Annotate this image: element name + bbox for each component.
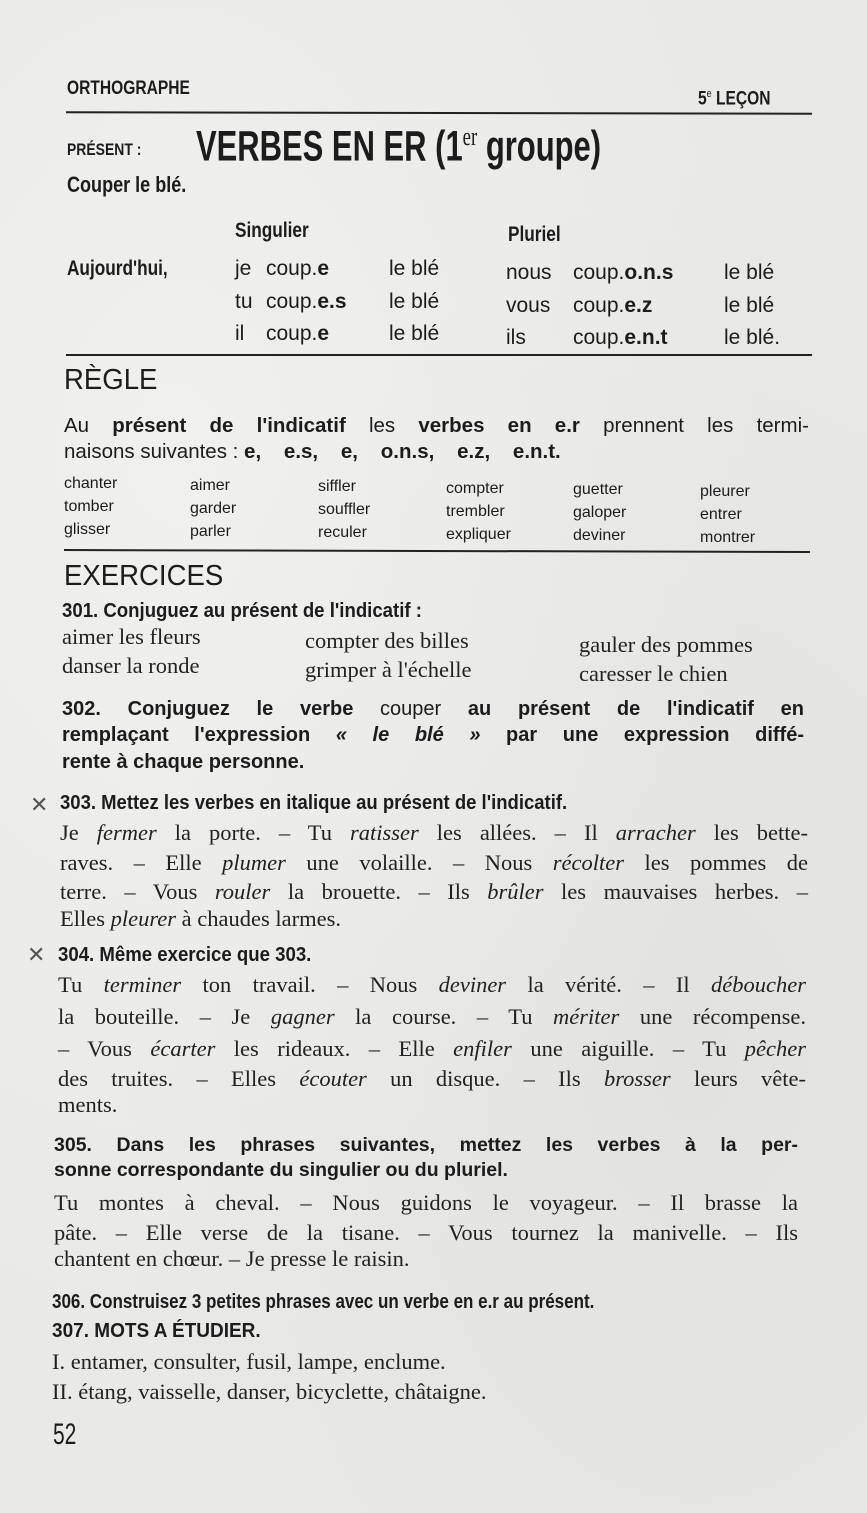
regle-title: RÈGLE bbox=[64, 364, 158, 396]
text-segment: un disque. – Ils bbox=[366, 1066, 604, 1091]
pronoun: nous bbox=[506, 261, 552, 284]
object: le blé bbox=[724, 294, 775, 317]
verb-form bbox=[573, 326, 668, 350]
text-segment: les mauvaises herbes. – bbox=[543, 879, 808, 904]
text-segment: la vérité. – Il bbox=[506, 972, 712, 997]
text-segment: à chaudes larmes. bbox=[176, 906, 341, 931]
text-segment: e.r bbox=[554, 414, 580, 437]
text-segment: par une expression diffé- bbox=[480, 724, 805, 746]
italic-verb: ratisser bbox=[350, 820, 419, 845]
italic-verb: enfiler bbox=[453, 1036, 512, 1061]
verb-word: expliquer bbox=[446, 525, 511, 543]
text-line bbox=[60, 820, 808, 846]
text-segment: naisons suivantes : bbox=[64, 440, 245, 463]
text-line bbox=[60, 850, 808, 876]
verb-ending: e bbox=[317, 257, 330, 280]
italic-verb: brosser bbox=[603, 1066, 671, 1091]
text-segment: Elles bbox=[60, 906, 111, 931]
verb-ending: e bbox=[317, 322, 330, 345]
exercise-item: gauler des pommes bbox=[579, 632, 753, 657]
verb-column bbox=[190, 474, 236, 543]
text-segment: des truites. – Elles bbox=[58, 1066, 300, 1091]
text-segment: au présent de l'indicatif en bbox=[441, 698, 804, 720]
page-number: 52 bbox=[53, 1418, 77, 1451]
exercise-item: grimper à l'échelle bbox=[305, 657, 472, 682]
text-segment: 302. Conjuguez le verbe bbox=[62, 698, 381, 720]
text-segment bbox=[532, 414, 555, 437]
verb-form bbox=[266, 290, 347, 314]
text-segment: Tu montes à cheval. – Nous guidons le voyageur. – Il brasse la bbox=[54, 1190, 798, 1215]
lesson-label: 5e LEÇON bbox=[698, 88, 771, 110]
plural-header: Pluriel bbox=[508, 223, 561, 246]
heading-line: 305. Dans les phrases suivantes, mettez les verbes à la per- bbox=[54, 1134, 798, 1156]
verb-column bbox=[318, 475, 370, 544]
verb-word: deviner bbox=[573, 527, 626, 545]
verb-word: trembler bbox=[446, 502, 505, 520]
singular-header: Singulier bbox=[235, 219, 309, 242]
text-segment: les bbox=[345, 414, 419, 437]
verb-stem: coup. bbox=[266, 322, 318, 345]
text-segment: ton travail. – Nous bbox=[181, 972, 439, 997]
verb-word: parler bbox=[190, 522, 231, 540]
exercise-307-heading: 307. MOTS A ÉTUDIER. bbox=[52, 1320, 261, 1342]
text-line bbox=[54, 1220, 798, 1246]
text-segment: les bette- bbox=[695, 820, 808, 845]
text-segment: remplaçant l'expression bbox=[62, 724, 336, 746]
pronoun: tu bbox=[235, 290, 253, 313]
verb-word: chanter bbox=[64, 475, 118, 492]
exercise-item: aimer les fleurs bbox=[62, 624, 201, 649]
heading-line: sonne correspondante du singulier ou du pluriel. bbox=[54, 1159, 508, 1181]
text-line bbox=[62, 698, 804, 721]
text-segment: prennent les termi- bbox=[579, 414, 809, 437]
italic-verb: brûler bbox=[487, 879, 544, 904]
text-segment: ments. bbox=[58, 1092, 118, 1117]
verb-word: pleurer bbox=[700, 483, 750, 500]
text-line bbox=[58, 972, 806, 998]
italic-verb: gagner bbox=[270, 1004, 335, 1029]
text-segment: raves. – Elle bbox=[60, 850, 223, 875]
italic-verb: pêcher bbox=[744, 1036, 807, 1061]
verb-stem: coup. bbox=[266, 290, 318, 313]
object: le blé. bbox=[724, 326, 781, 349]
text-line bbox=[62, 751, 804, 774]
verb-ending: o.n.s bbox=[624, 261, 674, 284]
italic-verb: deviner bbox=[438, 972, 507, 997]
verb-ending: e.n.t bbox=[624, 326, 668, 349]
text-segment: la brouette. – Ils bbox=[270, 879, 488, 904]
text-segment: – Vous bbox=[58, 1036, 151, 1061]
text-segment: rente à chaque personne. bbox=[62, 751, 305, 773]
verb-word: entrer bbox=[700, 506, 742, 523]
verb-word: siffler bbox=[318, 478, 356, 496]
divider bbox=[66, 111, 812, 114]
text-segment: la course. – Tu bbox=[334, 1004, 554, 1029]
exercise-303-heading: 303. Mettez les verbes en italique au présent de l'indicatif. bbox=[60, 792, 568, 814]
verb-column bbox=[64, 472, 117, 541]
verb-word: compter bbox=[446, 479, 504, 497]
italic-verb: fermer bbox=[96, 820, 157, 845]
text-segment: e, e.s, e, o.n.s, e.z, e.n.t. bbox=[244, 440, 561, 463]
text-segment: présent de l'indicatif bbox=[112, 414, 346, 437]
italic-verb: rouler bbox=[214, 879, 271, 904]
italic-verb: « le blé » bbox=[335, 724, 481, 746]
verb-word: souffler bbox=[318, 501, 371, 519]
text-line bbox=[54, 1190, 798, 1216]
verb-ending: e.s bbox=[317, 290, 347, 313]
text-segment: pâte. – Elle verse de la tisane. – Vous tournez la manivelle. – Ils bbox=[54, 1220, 798, 1245]
text-segment: une récompense. bbox=[619, 1004, 806, 1029]
text-segment: les pommes de bbox=[623, 850, 808, 875]
text-segment: Je bbox=[60, 820, 97, 845]
verb-word: tomber bbox=[64, 498, 114, 515]
verb-word: reculer bbox=[318, 524, 367, 542]
verb-ending: e.z bbox=[624, 294, 653, 317]
title-prefix: PRÉSENT : bbox=[67, 140, 142, 159]
object: le blé bbox=[724, 261, 775, 284]
exercise-307-line-2: II. étang, vaisselle, danser, bicyclette, châtaigne. bbox=[52, 1379, 487, 1404]
text-segment: les allées. – Il bbox=[418, 820, 616, 845]
text-segment: leurs vête- bbox=[670, 1066, 806, 1091]
text-segment: Tu bbox=[58, 972, 104, 997]
text-line bbox=[62, 724, 804, 747]
text-segment: les rideaux. – Elle bbox=[215, 1036, 454, 1061]
text-segment: une volaille. – Nous bbox=[285, 850, 553, 875]
italic-verb: déboucher bbox=[711, 972, 807, 997]
verb-form bbox=[266, 322, 329, 346]
divider bbox=[66, 354, 812, 356]
pencil-mark-icon: ✕ bbox=[30, 793, 49, 818]
verb-column bbox=[573, 478, 626, 547]
text-line bbox=[60, 879, 808, 905]
exercise-306-heading: 306. Construisez 3 petites phrases avec un verbe en e.r au présent. bbox=[52, 1291, 595, 1313]
pronoun: vous bbox=[506, 294, 551, 317]
section-title: ORTHOGRAPHE bbox=[67, 78, 190, 99]
verb-column bbox=[700, 480, 755, 549]
pronoun: je bbox=[235, 257, 252, 280]
italic-verb: écarter bbox=[150, 1036, 216, 1061]
page-title: VERBES EN ER (1er groupe) bbox=[196, 122, 602, 171]
divider bbox=[64, 549, 810, 552]
verb-word: glisser bbox=[64, 521, 111, 538]
verb-column bbox=[446, 477, 511, 546]
text-segment: une aiguille. – Tu bbox=[511, 1036, 745, 1061]
verb-stem: coup. bbox=[266, 257, 318, 280]
exercise-item: compter des billes bbox=[305, 628, 469, 653]
text-line bbox=[64, 440, 809, 464]
text-line bbox=[58, 1004, 806, 1030]
exercise-304-heading: 304. Même exercice que 303. bbox=[58, 944, 312, 966]
text-line bbox=[58, 1092, 806, 1118]
text-line bbox=[58, 1036, 806, 1062]
exercise-307-line-1: I. entamer, consulter, fusil, lampe, enclume. bbox=[52, 1349, 446, 1374]
object: le blé bbox=[389, 322, 440, 345]
time-label: Aujourd'hui, bbox=[67, 257, 168, 280]
object: le blé bbox=[389, 257, 440, 280]
verb-word: garder bbox=[190, 499, 237, 517]
text-line bbox=[60, 906, 808, 932]
pronoun: il bbox=[235, 322, 245, 345]
exercise-item: caresser le chien bbox=[579, 661, 728, 686]
text-segment: Au bbox=[64, 414, 113, 437]
exercise-item: danser la ronde bbox=[62, 653, 200, 678]
italic-verb: mériter bbox=[553, 1004, 620, 1029]
text-segment: la bouteille. – Je bbox=[58, 1004, 271, 1029]
verb-form bbox=[266, 257, 329, 281]
italic-verb: pleurer bbox=[110, 906, 177, 931]
text-segment: verbes en bbox=[418, 414, 532, 437]
verb-stem: coup. bbox=[573, 294, 625, 317]
text-line bbox=[58, 1066, 806, 1092]
verb-word: montrer bbox=[700, 529, 756, 546]
italic-verb: écouter bbox=[299, 1066, 367, 1091]
pencil-mark-icon: ✕ bbox=[27, 943, 46, 968]
verb-form bbox=[573, 294, 652, 318]
object: le blé bbox=[389, 290, 440, 313]
subtitle: Couper le blé. bbox=[67, 172, 187, 197]
exercise-301-heading: 301. Conjuguez au présent de l'indicatif : bbox=[62, 600, 422, 622]
text-segment: chantent en chœur. – Je presse le raisin. bbox=[54, 1246, 410, 1271]
text-line bbox=[54, 1246, 798, 1272]
italic-verb: arracher bbox=[615, 820, 696, 845]
exercises-title: EXERCICES bbox=[64, 560, 224, 592]
italic-verb: terminer bbox=[103, 972, 182, 997]
verb-word: aimer bbox=[190, 476, 231, 494]
text-segment: terre. – Vous bbox=[60, 879, 215, 904]
verb-stem: coup. bbox=[573, 326, 625, 349]
italic-verb: plumer bbox=[222, 850, 286, 875]
text-segment: la porte. – Tu bbox=[156, 820, 351, 845]
text-segment: couper bbox=[380, 698, 442, 720]
verb-form bbox=[573, 261, 673, 285]
verb-stem: coup. bbox=[573, 261, 625, 284]
verb-word: galoper bbox=[573, 504, 627, 522]
pronoun: ils bbox=[506, 326, 526, 349]
verb-word: guetter bbox=[573, 481, 623, 499]
italic-verb: récolter bbox=[552, 850, 624, 875]
text-line bbox=[64, 414, 809, 438]
